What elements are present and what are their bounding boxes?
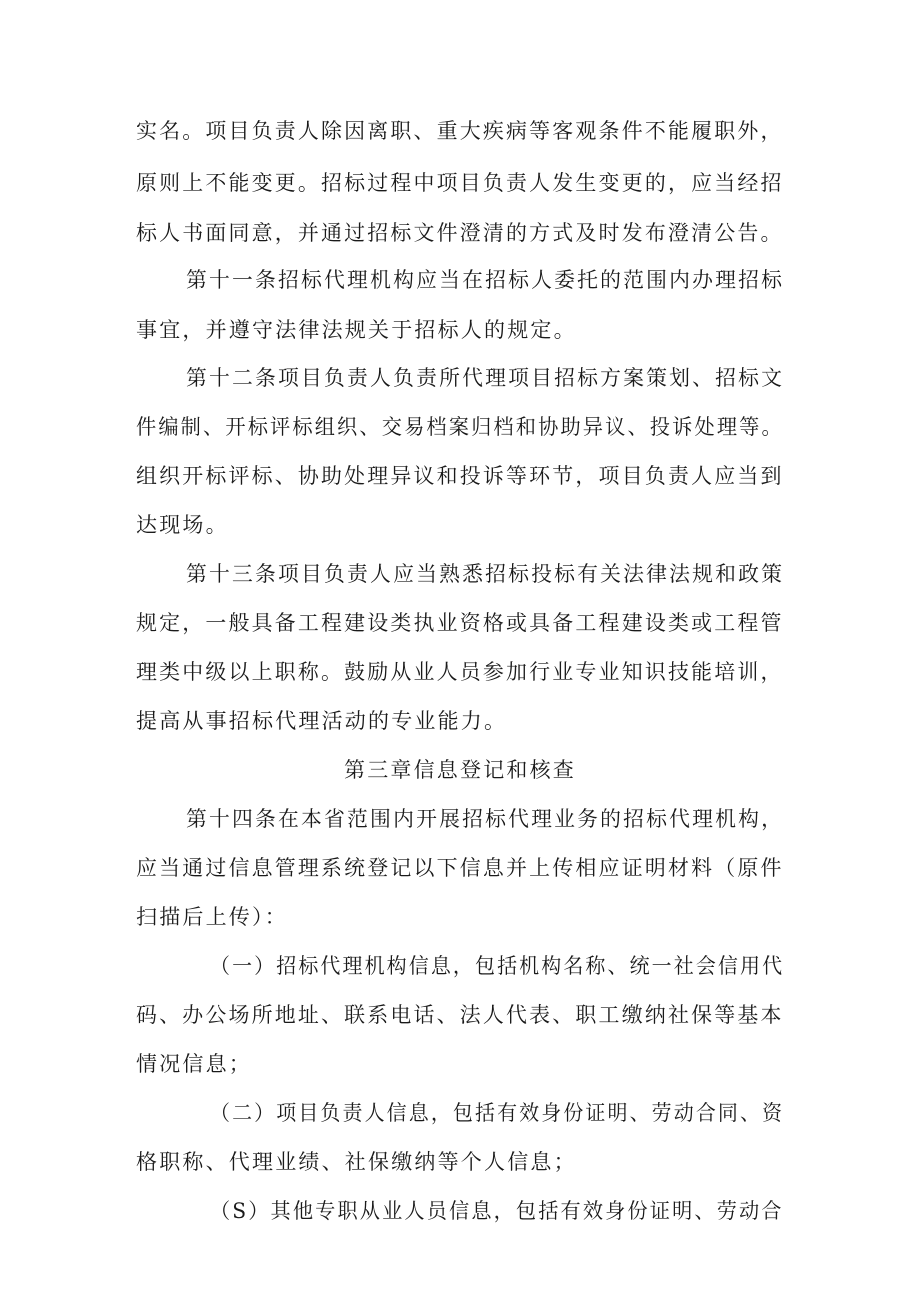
text-line: 原则上不能变更。招标过程中项目负责人发生变更的，应当经招 <box>136 171 784 195</box>
item-3-first-line: （S）其他专职从业人员信息，包括有效身份证明、劳动合 <box>210 1199 784 1223</box>
text-line: 实名。项目负责人除因离职、重大疾病等客观条件不能履职外， <box>136 119 784 143</box>
text-line: 格职称、代理业绩、社保缴纳等个人信息； <box>136 1150 577 1174</box>
article-12-first-line: 第十二条项目负责人负责所代理项目招标方案策划、招标文 <box>186 366 785 390</box>
article-13-first-line: 第十三条项目负责人应当熟悉招标投标有关法律法规和政策 <box>186 562 785 586</box>
text-line: 事宜，并遵守法律法规关于招标人的规定。 <box>136 318 577 342</box>
text-line: 达现场。 <box>136 513 229 537</box>
text-line: 件编制、开标评标组织、交易档案归档和协助异议、投诉处理等。 <box>136 415 784 439</box>
text-line: 理类中级以上职称。鼓励从业人员参加行业专业知识技能培训， <box>136 660 784 684</box>
text-line: 应当通过信息管理系统登记以下信息并上传相应证明材料（原件 <box>136 856 784 880</box>
text-line: 标人书面同意，并通过招标文件澄清的方式及时发布澄清公告。 <box>136 221 784 245</box>
item-2-first-line: （二）项目负责人信息，包括有效身份证明、劳动合同、资 <box>210 1101 785 1125</box>
text-line: 情况信息； <box>136 1052 252 1076</box>
text-line: 扫描后上传）： <box>136 905 288 929</box>
item-1-first-line: （一）招标代理机构信息，包括机构名称、统一社会信用代 <box>210 954 785 978</box>
article-14-first-line: 第十四条在本省范围内开展招标代理业务的招标代理机构， <box>186 807 785 831</box>
text-line: 码、办公场所地址、联系电话、法人代表、职工缴纳社保等基本 <box>136 1003 784 1027</box>
chapter-heading: 第三章信息登记和核查 <box>344 758 576 782</box>
text-line: 规定，一般具备工程建设类执业资格或具备工程建设类或工程管 <box>136 611 784 635</box>
text-line: 提高从事招标代理活动的专业能力。 <box>136 709 508 733</box>
text-line: 组织开标评标、协助处理异议和投诉等环节，项目负责人应当到 <box>136 464 784 488</box>
article-11-first-line: 第十一条招标代理机构应当在招标人委托的范围内办理招标 <box>186 268 785 292</box>
